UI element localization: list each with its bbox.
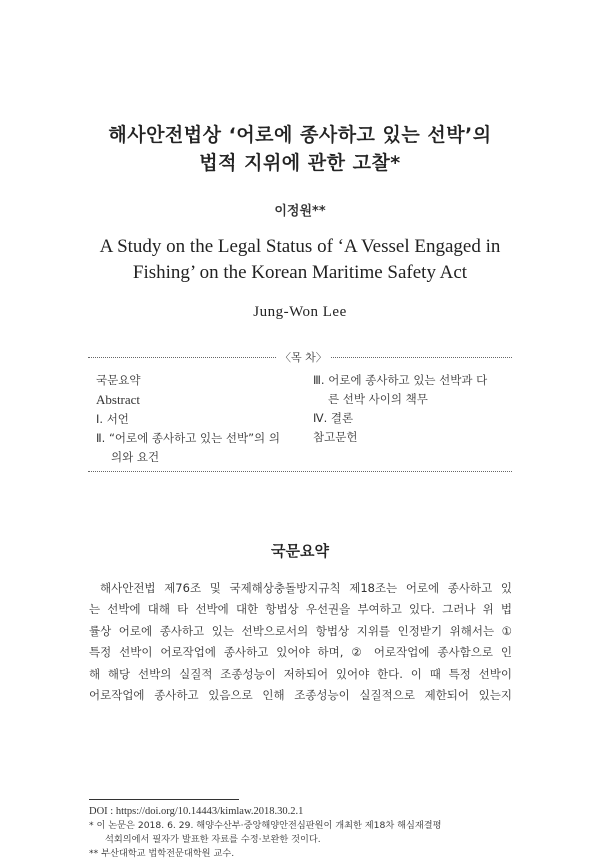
doi-text: DOI : https://doi.org/10.14443/kimlaw.2018.30.2.1 bbox=[89, 806, 304, 817]
abstract-line: 특정 선박이 어로작업에 종사하고 있어야 하며, ② 어로작업에 종사함으로 인 bbox=[89, 645, 512, 660]
toc-item-references: 참고문헌 bbox=[313, 430, 358, 444]
abstract-line: 는 선박에 대해 타 선박에 대한 항법상 우선권을 부여하고 있다. 그러나 위 법 bbox=[89, 602, 512, 617]
toc-item-introduction: Ⅰ. 서언 bbox=[96, 412, 129, 426]
toc-right-column bbox=[313, 371, 513, 447]
toc-item-abstract-en-label: Abstract bbox=[96, 392, 141, 407]
abstract-body bbox=[89, 578, 512, 706]
korean-title-line-2: 법적 지위에 관한 고찰* bbox=[199, 152, 401, 174]
toc-item-section-2-cont: 의와 요건 bbox=[111, 450, 160, 464]
toc-heading: 〈목 차〉 bbox=[276, 349, 331, 365]
abstract-line: 해사안전법 제76조 및 국제해상충돌방지규칙 제18조는 어로에 종사하고 있 bbox=[100, 581, 512, 595]
toc-item-section-3: Ⅲ. 어로에 종사하고 있는 선박과 다 bbox=[313, 373, 488, 387]
footnote-2: ** 부산대학교 법학전문대학원 교수. bbox=[89, 848, 235, 859]
section-title-abstract: 국문요약 bbox=[271, 542, 329, 560]
footnote-1-line-2: 석회의에서 필자가 발표한 자료를 수정·보완한 것이다. bbox=[105, 834, 321, 845]
footnotes bbox=[89, 805, 519, 861]
english-author: Jung-Won Lee bbox=[253, 304, 347, 320]
footnote-rule bbox=[89, 799, 239, 800]
toc-item-section-2: Ⅱ. “어로에 종사하고 있는 선박”의 의 bbox=[96, 431, 280, 445]
toc-item-section-3-cont: 른 선박 사이의 책무 bbox=[328, 392, 428, 406]
english-title-line-2: Fishing’ on the Korean Maritime Safety Act bbox=[132, 262, 468, 283]
toc-item-abstract-ko: 국문요약 bbox=[96, 373, 141, 387]
english-title-line-1: A Study on the Legal Status of ‘A Vessel Engaged in bbox=[99, 236, 501, 257]
abstract-line: 률상 어로에 종사하고 있는 선박으로서의 항법상 지위를 인정받기 위해서는 ① bbox=[89, 623, 512, 638]
toc-item-conclusion: Ⅳ. 결론 bbox=[313, 411, 354, 425]
korean-title-line-1: 해사안전법상 ‘어로에 종사하고 있는 선박’의 bbox=[108, 124, 492, 146]
abstract-line: 해 해당 선박의 실질적 조종성능이 저하되어 있어야 한다. 이 때 특정 선박이 bbox=[89, 666, 512, 681]
toc-left-column bbox=[96, 371, 311, 467]
abstract-line: 어로작업에 종사하고 있음으로 인해 조종성능이 실질적으로 제한되어 있는지 bbox=[89, 688, 512, 703]
footnote-1-line-1: * 이 논문은 2018. 6. 29. 해양수산부·중앙해양안전심판원이 개최한 제18차 해심재결평 bbox=[89, 820, 442, 831]
toc-item-abstract-en bbox=[96, 390, 311, 410]
toc-bottom-rule bbox=[88, 471, 512, 472]
footnote-doi bbox=[89, 805, 519, 819]
korean-author: 이정원** bbox=[274, 204, 326, 219]
